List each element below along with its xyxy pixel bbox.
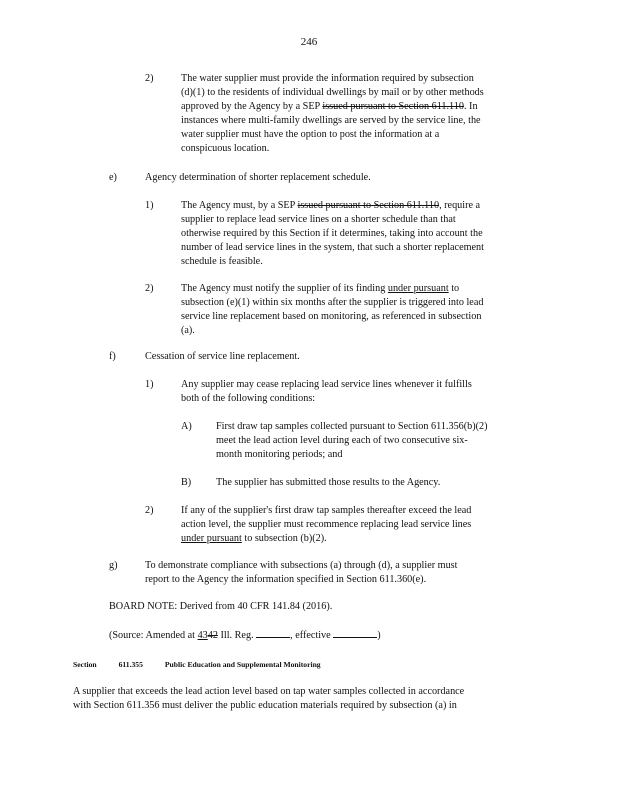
blank-line (256, 628, 290, 638)
inserted-text: under pursuant (387, 283, 449, 294)
source-note: (Source: Amended at 4342 Ill. Reg. , effective ) (109, 630, 381, 641)
paragraph-g: To demonstrate compliance with subsections (a) through (d), a supplier must report to the Agency the information specified in Section 611.360(e). (145, 560, 458, 585)
blank-line (333, 628, 377, 638)
subsection-marker: e) (109, 172, 117, 183)
item-marker: 2) (145, 283, 154, 294)
paragraph-f1: Any supplier may cease replacing lead service lines whenever it fulfills both of the following conditions: (181, 379, 472, 404)
inserted-text: 43 (197, 630, 208, 641)
item-marker: 2) (145, 73, 154, 84)
section-heading: Section 611.355 Public Education and Supplemental Monitoring (73, 660, 321, 669)
subsection-marker: f) (109, 351, 116, 362)
body-paragraph: A supplier that exceeds the lead action level based on tap water samples collected in accordance with Section 611.356 must deliver the public education materials required by subsection (a) in (73, 686, 465, 711)
paragraph-f2: If any of the supplier's first draw tap samples thereafter exceed the lead action level, the supplier must recommence replacing lead service lines under pursuant to subsection (b)(2). (181, 505, 472, 544)
paragraph-f1B: The supplier has submitted those results to the Agency. (216, 477, 441, 488)
struck-text: issued pursuant to Section 611.110 (322, 101, 464, 112)
paragraph-d2: The water supplier must provide the information required by subsection (d)(1) to the residents of individual dwellings by mail or by other methods approved by the Agency by a SEP issued pursuant to Section 611.110. In instances where multi-family dwellings are served by the service line, the water supplier must have the option to post the information at a conspicuous location. (181, 73, 484, 154)
item-marker: 1) (145, 200, 154, 211)
subsection-marker: g) (109, 560, 118, 571)
struck-text: 42 (207, 630, 218, 641)
paragraph-f1A: First draw tap samples collected pursuant to Section 611.356(b)(2) meet the lead action level during each of two consecutive six- month monitoring periods; and (216, 421, 488, 460)
subsection-heading: Agency determination of shorter replacement schedule. (145, 172, 371, 183)
item-marker: 1) (145, 379, 154, 390)
struck-text: issued pursuant to Section 611.110 (297, 200, 440, 211)
paragraph-e1: The Agency must, by a SEP issued pursuant to Section 611.110, require a supplier to replace lead service lines on a shorter schedule than that otherwise required by this Section if it determines, taking into account the number of lead service lines in the system, that such a shorter replacement schedule is feasible. (181, 200, 484, 267)
subsection-heading: Cessation of service line replacement. (145, 351, 300, 362)
item-marker: 2) (145, 505, 154, 516)
paragraph-e2: The Agency must notify the supplier of its finding under pursuant to subsection (e)(1) within six months after the supplier is triggered into lead service line replacement based on monitoring, as referenced in subsection (a). (181, 283, 484, 336)
item-marker: A) (181, 421, 192, 432)
page-number: 246 (300, 36, 318, 48)
item-marker: B) (181, 477, 192, 488)
inserted-text: under pursuant (181, 533, 242, 544)
board-note: BOARD NOTE: Derived from 40 CFR 141.84 (2016). (109, 601, 333, 612)
